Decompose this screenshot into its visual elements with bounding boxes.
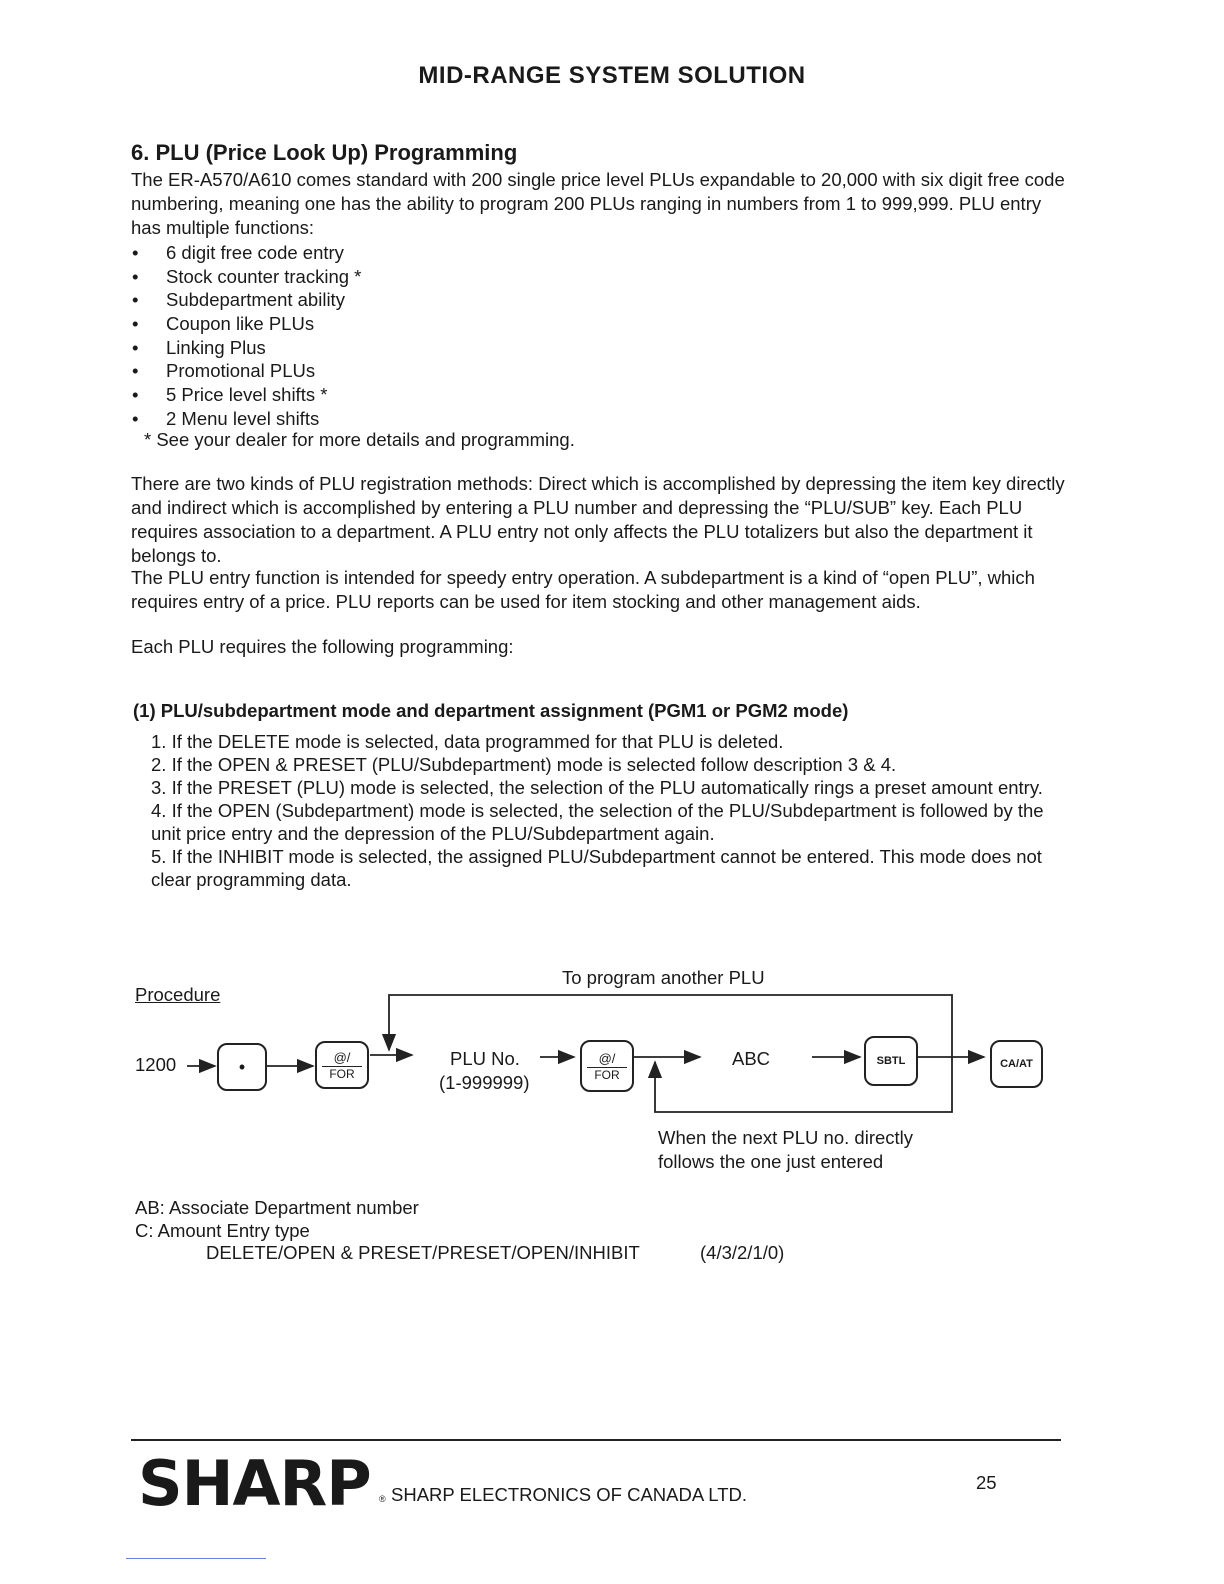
list-item: • 5 Price level shifts * — [131, 383, 361, 407]
definition-ab: AB: Associate Department number — [135, 1197, 419, 1218]
definitions — [135, 1196, 419, 1242]
caat-key-label: CA/AT — [1000, 1057, 1033, 1070]
page-number: 25 — [976, 1472, 997, 1493]
intro-paragraph: The ER-A570/A610 comes standard with 200 single price level PLUs expandable to 20,000 with six digit free code numbering, meaning one has the ability to program 200 PLUs ranging in numbers from 1 to 999,999. PLU entry has multiple functions: — [131, 169, 1065, 238]
for-key-top-label: @/ — [598, 1050, 616, 1066]
dot-key-label: • — [238, 1057, 246, 1077]
loop-label: To program another PLU — [562, 967, 765, 988]
loop-note-line1: When the next PLU no. directly — [658, 1127, 914, 1148]
registration-paragraph: There are two kinds of PLU registration methods: Direct which is accomplished by depressing the item key directly and indirect which is accomplished by entering a PLU number and depressing the “PLU/SUB” key. Each PLU requires association to a department. A PLU entry not only affects the PLU totalizers but also the department it belongs to. — [131, 473, 1065, 566]
footer-divider — [131, 1439, 1061, 1441]
list-item: • 6 digit free code entry — [131, 241, 361, 265]
loop-note-line2: follows the one just entered — [658, 1151, 884, 1172]
plu-number-label: PLU No. — [450, 1048, 520, 1069]
plu-number-range: (1-999999) — [439, 1072, 530, 1093]
page-header-title: MID-RANGE SYSTEM SOLUTION — [418, 62, 806, 89]
list-item: • Linking Plus — [131, 336, 361, 360]
dot-key — [217, 1043, 267, 1091]
requirements-paragraph: Each PLU requires the following programming: — [131, 636, 514, 657]
list-item: • Coupon like PLUs — [131, 312, 361, 336]
procedure-label: Procedure — [135, 984, 221, 1005]
for-key-2 — [580, 1040, 634, 1092]
entry-type-list: DELETE/OPEN & PRESET/PRESET/OPEN/INHIBIT — [206, 1242, 640, 1263]
dealer-note: * See your dealer for more details and programming. — [144, 429, 575, 450]
list-item: • Promotional PLUs — [131, 359, 361, 383]
step-item: 4. If the OPEN (Subdepartment) mode is selected, the selection of the PLU/Subdepartment is followed by the unit price entry and the depression of the PLU/Subdepartment again. — [151, 800, 1044, 844]
section-title: 6. PLU (Price Look Up) Programming — [131, 140, 518, 165]
scan-artifact-line — [126, 1558, 266, 1559]
for-key-top-label: @/ — [333, 1049, 351, 1065]
caat-key — [990, 1040, 1043, 1088]
for-key-bottom-label: FOR — [587, 1067, 627, 1081]
for-key — [315, 1041, 369, 1089]
registered-mark: ® — [379, 1494, 386, 1504]
step-item: 3. If the PRESET (PLU) mode is selected, the selection of the PLU automatically rings a preset amount entry. — [151, 777, 1043, 798]
step-item: 5. If the INHIBIT mode is selected, the assigned PLU/Subdepartment cannot be entered. This mode does not clear programming data. — [151, 846, 1042, 890]
step-item: 2. If the OPEN & PRESET (PLU/Subdepartment) mode is selected follow description 3 & 4. — [151, 754, 897, 775]
entry-function-paragraph: The PLU entry function is intended for speedy entry operation. A subdepartment is a kind of “open PLU”, which requires entry of a price. PLU reports can be used for item stocking and other management aids. — [131, 567, 1035, 612]
procedure-start-code: 1200 — [135, 1054, 177, 1075]
list-item: • 2 Menu level shifts — [131, 407, 361, 431]
sbtl-key-label: SBTL — [876, 1054, 906, 1067]
company-name: SHARP ELECTRONICS OF CANADA LTD. — [391, 1484, 748, 1505]
step-item: 1. If the DELETE mode is selected, data programmed for that PLU is deleted. — [151, 731, 784, 752]
list-item: • Subdepartment ability — [131, 288, 361, 312]
entry-type-codes: (4/3/2/1/0) — [700, 1242, 785, 1263]
abc-entry: ABC — [732, 1048, 771, 1069]
sharp-logo: SHARP — [138, 1447, 371, 1520]
sbtl-key — [864, 1036, 918, 1086]
definition-c: C: Amount Entry type — [135, 1220, 310, 1241]
for-key-bottom-label: FOR — [322, 1066, 362, 1080]
subsection-title: (1) PLU/subdepartment mode and department assignment (PGM1 or PGM2 mode) — [133, 700, 849, 721]
list-item: • Stock counter tracking * — [131, 265, 361, 289]
